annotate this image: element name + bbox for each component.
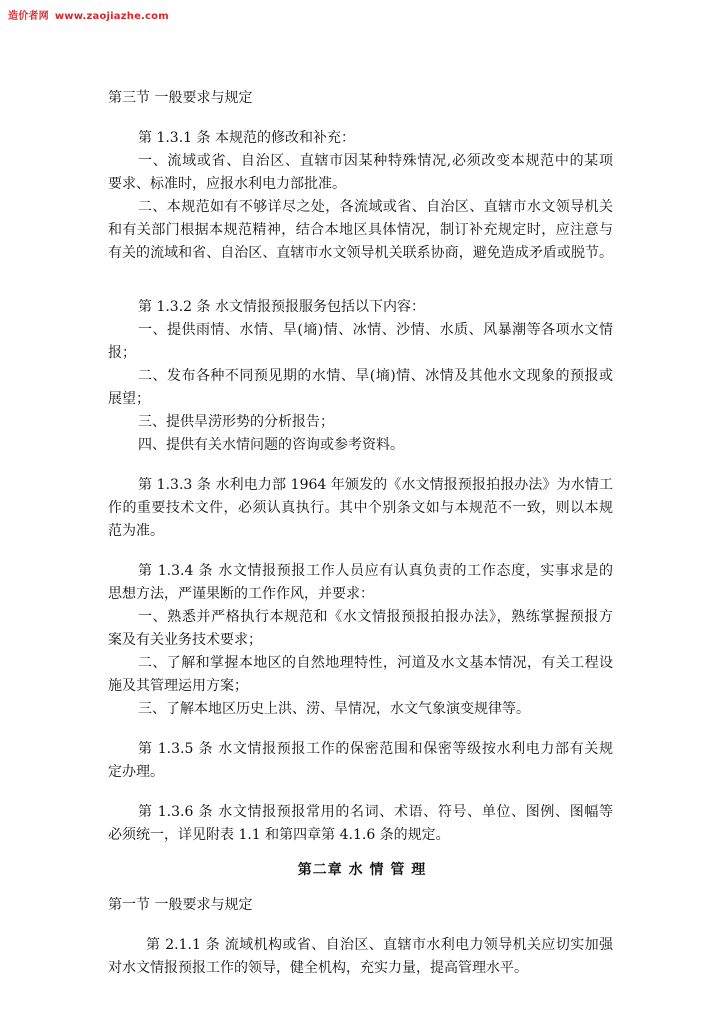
- paragraph-line: 有关的流域和省、自治区、直辖市水文领导机关联系协商，避免造成矛盾或脱节。: [108, 245, 613, 261]
- list-item: 案及有关业务技术要求；: [108, 632, 262, 648]
- paragraph-line: 第 2.1.1 条 流域机构或省、自治区、直辖市水利电力领导机关应切实加强: [146, 937, 613, 953]
- section-heading: 第一节 一般要求与规定: [108, 897, 253, 913]
- paragraph-line: 定办理。: [108, 764, 164, 780]
- list-item: 一、熟悉并严格执行本规范和《水文情报预报拍报办法》，熟练掌握预报方: [138, 609, 613, 625]
- paragraph-line: 对水文情报预报工作的领导，健全机构，充实力量，提高管理水平。: [108, 960, 528, 976]
- list-item: 一、提供雨情、水情、旱(墒)情、冰情、沙情、水质、风暴潮等各项水文情: [138, 322, 613, 338]
- section-heading: 第三节 一般要求与规定: [108, 90, 253, 106]
- list-item: 三、了解本地区历史上洪、涝、旱情况，水文气象演变规律等。: [138, 701, 530, 717]
- paragraph-line: 二、本规范如有不够详尽之处，各流域或省、自治区、直辖市水文领导机关: [138, 199, 613, 215]
- site-url: www.zaojiazhe.com: [54, 11, 169, 22]
- list-item: 报；: [108, 345, 136, 361]
- list-item: 二、了解和掌握本地区的自然地理特性，河道及水文基本情况，有关工程设: [138, 655, 613, 671]
- paragraph-line: 第 1.3.6 条 水文情报预报常用的名词、术语、符号、单位、图例、图幅等: [138, 804, 613, 820]
- list-item: 三、提供旱涝形势的分析报告；: [138, 414, 334, 430]
- site-name: 造价者网: [8, 11, 49, 22]
- paragraph-line: 第 1.3.3 条 水利电力部 1964 年颁发的《水文情报预报拍报办法》为水情工: [138, 477, 613, 493]
- list-item: 展望；: [108, 391, 150, 407]
- paragraph-line: 作的重要技术文件，必须认真执行。其中个别条文如与本规范不一致，则以本规: [108, 500, 613, 516]
- paragraph-line: 一、流域或省、自治区、直辖市因某种特殊情况,必须改变本规范中的某项: [138, 153, 613, 169]
- paragraph-line: 思想方法，严谨果断的工作作风，并要求：: [108, 586, 374, 602]
- article-title: 第 1.3.1 条 本规范的修改和补充：: [138, 130, 355, 146]
- list-item: 施及其管理运用方案；: [108, 678, 248, 694]
- paragraph-line: 第 1.3.4 条 水文情报预报工作人员应有认真负责的工作态度，实事求是的: [138, 563, 613, 579]
- paragraph-line: 范为准。: [108, 523, 164, 539]
- list-item: 四、提供有关水情问题的咨询或参考资料。: [138, 437, 404, 453]
- paragraph-line: 要求、标准时，应报水利电力部批准。: [108, 176, 346, 192]
- paragraph-line: 和有关部门根据本规范精神，结合本地区具体情况，制订补充规定时，应注意与: [108, 222, 613, 238]
- paragraph-line: 第 1.3.5 条 水文情报预报工作的保密范围和保密等级按水利电力部有关规: [138, 741, 613, 757]
- chapter-title: 第二章 水 情 管 理: [297, 862, 427, 878]
- paragraph-line: 必须统一，详见附表 1.1 和第四章第 4.1.6 条的规定。: [108, 827, 450, 843]
- list-item: 二、发布各种不同预见期的水情、旱(墒)情、冰情及其他水文现象的预报或: [138, 368, 613, 384]
- article-title: 第 1.3.2 条 水文情报预报服务包括以下内容：: [138, 299, 425, 315]
